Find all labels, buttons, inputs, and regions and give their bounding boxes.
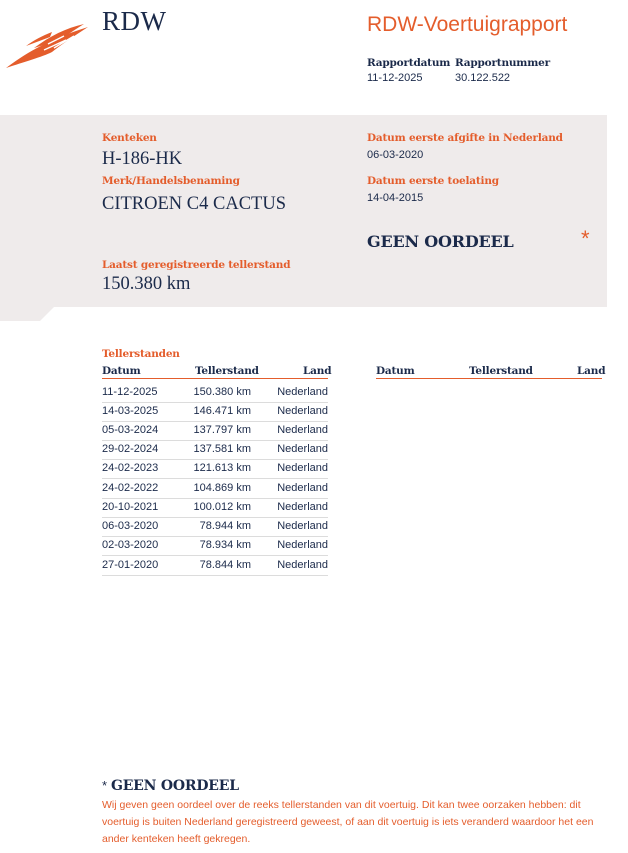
verdict-text: GEEN OORDEEL xyxy=(367,232,514,251)
row-odometer: 78.844 km xyxy=(199,559,251,571)
first-registration-nl-label: Datum eerste afgifte in Nederland xyxy=(367,132,563,144)
row-date: 27-01-2020 xyxy=(102,559,159,571)
rdw-bird-logo-icon xyxy=(4,22,90,70)
odometer-section-title: Tellerstanden xyxy=(102,348,180,360)
table-row xyxy=(102,479,328,499)
footnote-asterisk: * xyxy=(102,778,108,793)
row-odometer: 121.613 km xyxy=(193,462,251,474)
row-country: Nederland xyxy=(277,462,328,474)
report-date: 11-12-2025 xyxy=(367,72,423,84)
table-row xyxy=(102,556,328,576)
table-row xyxy=(102,383,328,403)
row-date: 05-03-2024 xyxy=(102,424,159,436)
plate-label: Kenteken xyxy=(102,132,157,144)
table-row xyxy=(102,517,328,537)
report-date-label: Rapportdatum xyxy=(367,57,451,69)
row-country: Nederland xyxy=(277,559,328,571)
footnote-title-text: GEEN OORDEEL xyxy=(110,778,239,794)
row-date: 20-10-2021 xyxy=(102,501,159,513)
brand-value: CITROEN C4 CACTUS xyxy=(102,194,286,214)
row-odometer: 150.380 km xyxy=(193,386,251,398)
col-header-country-2: Land xyxy=(577,365,606,377)
col-header-country: Land xyxy=(303,365,332,377)
row-odometer: 137.797 km xyxy=(193,424,251,436)
row-country: Nederland xyxy=(277,386,328,398)
row-odometer: 78.934 km xyxy=(199,539,251,551)
row-date: 11-12-2025 xyxy=(102,386,158,398)
table-row xyxy=(102,459,328,479)
col-header-date-2: Datum xyxy=(376,365,415,377)
row-odometer: 137.581 km xyxy=(193,443,251,455)
col-header-date: Datum xyxy=(102,365,141,377)
table-row xyxy=(102,402,328,422)
last-odometer-label: Laatst geregistreerde tellerstand xyxy=(102,259,291,271)
brand-label: Merk/Handelsbenaming xyxy=(102,175,240,187)
first-admission-value: 14-04-2015 xyxy=(367,192,424,204)
rdw-wordmark: RDW xyxy=(102,6,167,36)
table-header-rule-2 xyxy=(376,378,602,379)
verdict-asterisk: * xyxy=(581,226,590,251)
row-date: 29-02-2024 xyxy=(102,443,159,455)
table-row xyxy=(102,536,328,556)
panel-notch xyxy=(0,300,607,322)
row-country: Nederland xyxy=(277,539,328,551)
row-country: Nederland xyxy=(277,424,328,436)
report-title: RDW-Voertuigrapport xyxy=(367,13,568,36)
row-date: 02-03-2020 xyxy=(102,539,159,551)
first-admission-label: Datum eerste toelating xyxy=(367,175,499,187)
row-odometer: 78.944 km xyxy=(199,520,251,532)
row-odometer: 146.471 km xyxy=(193,405,251,417)
last-odometer-value: 150.380 km xyxy=(102,274,191,294)
report-number: 30.122.522 xyxy=(455,72,511,84)
report-number-label: Rapportnummer xyxy=(455,57,550,69)
footnote-title xyxy=(102,777,239,794)
row-odometer: 100.012 km xyxy=(193,501,251,513)
col-header-odometer: Tellerstand xyxy=(195,365,259,377)
row-date: 06-03-2020 xyxy=(102,520,159,532)
table-row xyxy=(102,440,328,460)
row-country: Nederland xyxy=(277,501,328,513)
plate-value: H-186-HK xyxy=(102,149,183,169)
table-header-rule xyxy=(102,378,328,379)
row-country: Nederland xyxy=(277,405,328,417)
row-odometer: 104.869 km xyxy=(193,482,251,494)
row-date: 24-02-2022 xyxy=(102,482,159,494)
row-country: Nederland xyxy=(277,443,328,455)
table-row xyxy=(102,421,328,441)
row-date: 24-02-2023 xyxy=(102,462,159,474)
row-country: Nederland xyxy=(277,482,328,494)
table-row xyxy=(102,498,328,518)
row-date: 14-03-2025 xyxy=(102,405,159,417)
col-header-odometer-2: Tellerstand xyxy=(469,365,533,377)
row-country: Nederland xyxy=(277,520,328,532)
first-registration-nl-value: 06-03-2020 xyxy=(367,149,424,161)
footnote-text: Wij geven geen oordeel over de reeks tellerstanden van dit voertuig. Dit kan twee oorzaken hebben: dit voertuig is buiten Nederland geregistreerd geweest, of aan dit voertuig is iets veranderd waardoor het een ander kenteken heeft gekregen. xyxy=(102,799,594,845)
